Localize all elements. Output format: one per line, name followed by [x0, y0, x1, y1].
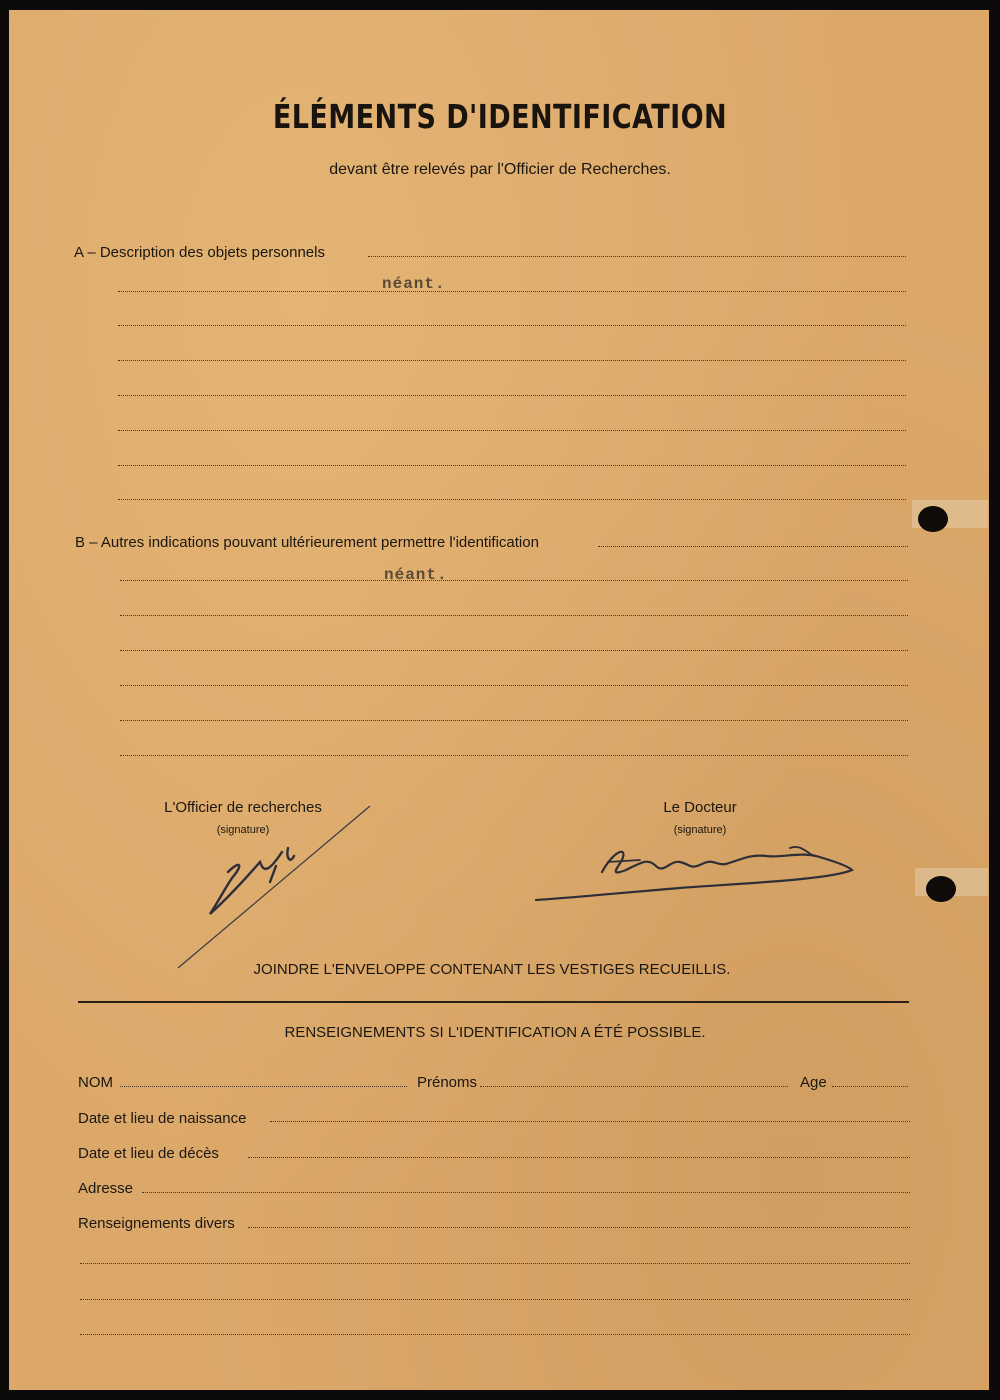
- form-paper: [9, 10, 989, 1390]
- birth-field[interactable]: [270, 1121, 910, 1122]
- doctor-signature-label: Le Docteur: [663, 799, 737, 816]
- age-field[interactable]: [832, 1086, 908, 1087]
- misc-field[interactable]: [248, 1227, 910, 1228]
- prenoms-label: Prénoms: [417, 1074, 478, 1091]
- punch-hole: [926, 876, 956, 902]
- identification-heading: RENSEIGNEMENTS SI L'IDENTIFICATION A ÉTÉ POSSIBLE.: [284, 1024, 706, 1041]
- section-b-value: néant.: [384, 566, 448, 584]
- officer-signature: [170, 800, 380, 975]
- section-b-line[interactable]: [120, 720, 908, 721]
- birth-label: Date et lieu de naissance: [78, 1110, 247, 1127]
- doctor-signature-sub: (signature): [673, 824, 727, 836]
- section-a-line[interactable]: [118, 465, 906, 466]
- prenoms-field[interactable]: [480, 1086, 788, 1087]
- envelope-note: JOINDRE L'ENVELOPPE CONTENANT LES VESTIGES RECUEILLIS.: [253, 961, 731, 978]
- section-a-line[interactable]: [118, 430, 906, 431]
- section-a-label: A – Description des objets personnels: [74, 244, 325, 261]
- section-b-line[interactable]: [120, 615, 908, 616]
- section-a-line[interactable]: [118, 360, 906, 361]
- section-b-line[interactable]: [120, 755, 908, 756]
- nom-field[interactable]: [120, 1086, 407, 1087]
- officer-signature-label: L'Officier de recherches: [164, 799, 322, 816]
- section-b-line[interactable]: [120, 650, 908, 651]
- section-a-line[interactable]: [368, 256, 906, 257]
- section-a-value: néant.: [382, 275, 446, 293]
- section-a-line[interactable]: [118, 291, 906, 292]
- section-a-line[interactable]: [118, 499, 906, 500]
- section-a-line[interactable]: [118, 395, 906, 396]
- death-label: Date et lieu de décès: [78, 1145, 219, 1162]
- age-label: Age: [800, 1074, 827, 1091]
- death-field[interactable]: [248, 1157, 910, 1158]
- section-b-line[interactable]: [120, 580, 908, 581]
- section-b-label: B – Autres indications pouvant ultérieurement permettre l'identification: [75, 534, 539, 551]
- misc-field[interactable]: [80, 1299, 910, 1300]
- section-b-line[interactable]: [120, 685, 908, 686]
- page-subtitle: devant être relevés par l'Officier de Recherches.: [329, 161, 671, 178]
- punch-hole: [918, 506, 948, 532]
- page-title: ÉLÉMENTS D'IDENTIFICATION: [272, 97, 728, 136]
- address-label: Adresse: [78, 1180, 134, 1197]
- address-field[interactable]: [142, 1192, 910, 1193]
- nom-label: NOM: [78, 1074, 113, 1091]
- section-b-line[interactable]: [598, 546, 908, 547]
- section-a-line[interactable]: [118, 325, 906, 326]
- misc-field[interactable]: [80, 1263, 910, 1264]
- officer-signature-sub: (signature): [216, 824, 270, 836]
- misc-field[interactable]: [80, 1334, 910, 1335]
- misc-label: Renseignements divers: [78, 1215, 235, 1232]
- doctor-signature: [530, 830, 860, 910]
- section-divider: [78, 1001, 909, 1003]
